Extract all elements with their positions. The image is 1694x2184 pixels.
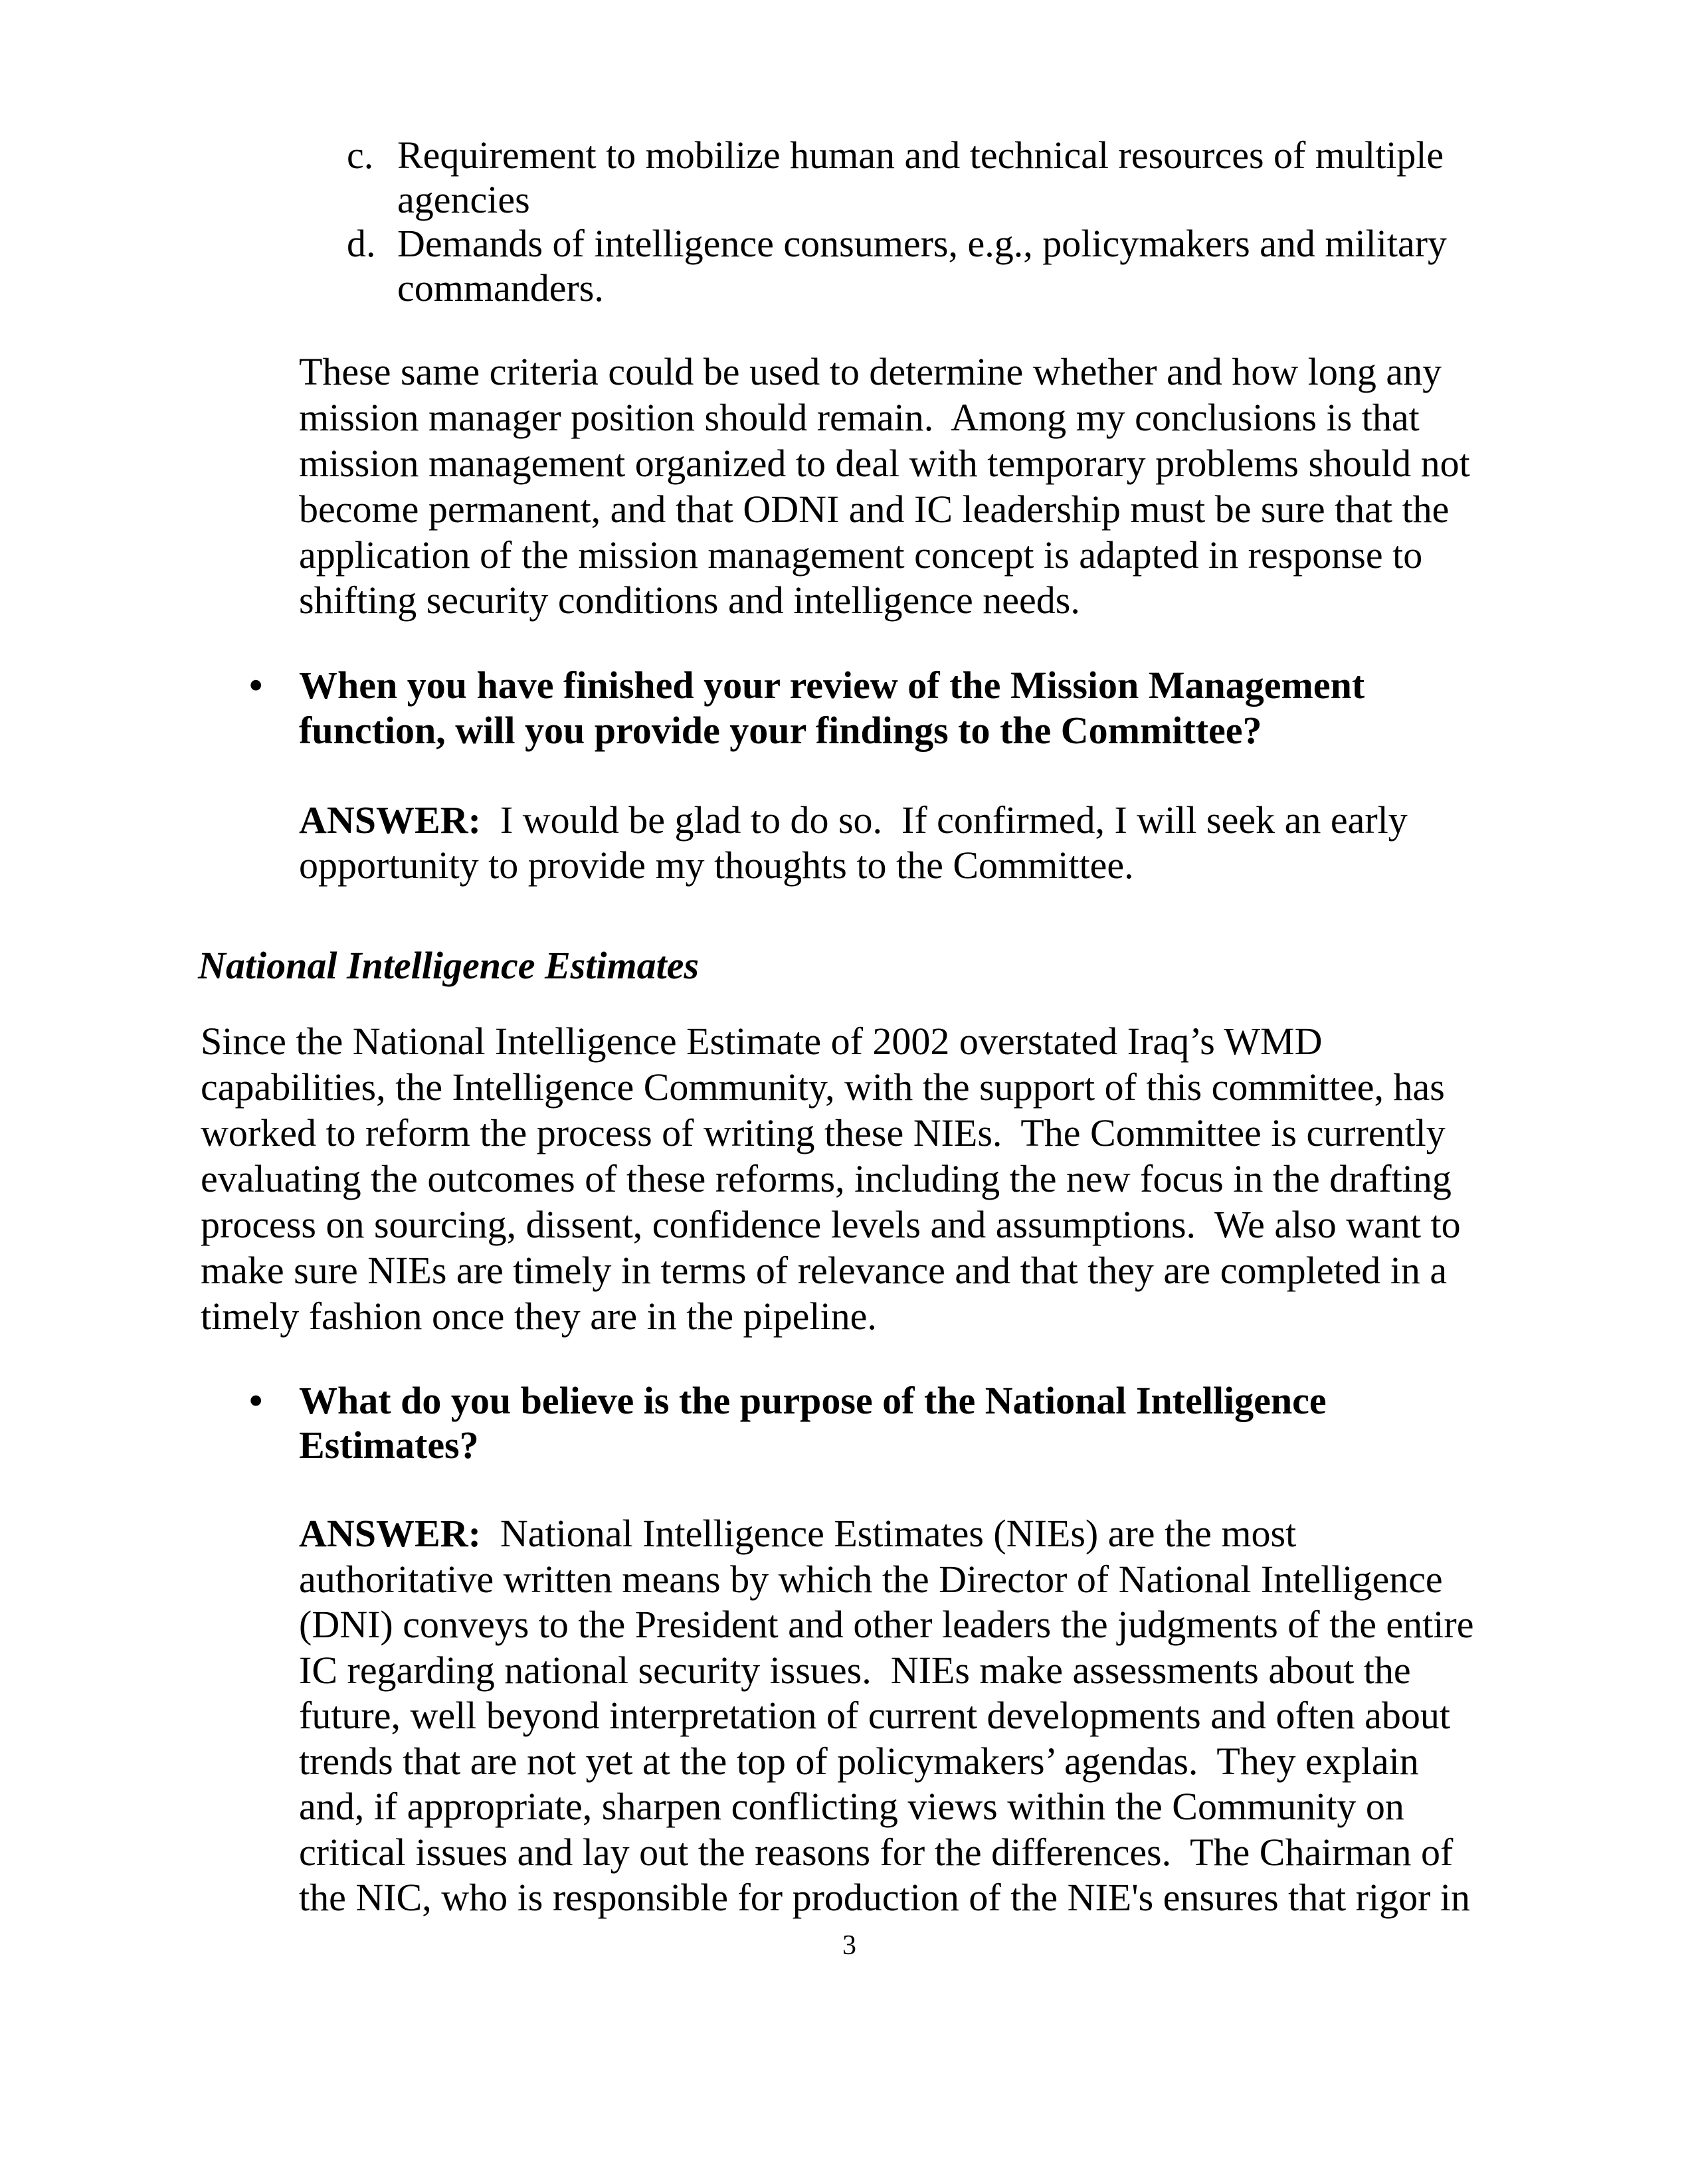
answer-label: ANSWER: xyxy=(299,1512,481,1556)
list-item-d-line-2: commanders. xyxy=(397,266,604,310)
text-line: worked to reform the process of writing these NIEs. The Committee is currently xyxy=(201,1111,1446,1155)
list-item-c-line-1: Requirement to mobilize human and technical resources of multiple xyxy=(397,134,1444,177)
answer-1-line-1 xyxy=(299,798,1408,842)
text-line: application of the mission management concept is adapted in response to xyxy=(299,533,1423,577)
text-line: future, well beyond interpretation of current developments and often about xyxy=(299,1694,1450,1738)
list-item-d-line-1: Demands of intelligence consumers, e.g., policymakers and military xyxy=(397,222,1448,266)
bullet-icon: • xyxy=(249,664,263,707)
section-heading: National Intelligence Estimates xyxy=(198,944,700,988)
list-marker-c: c. xyxy=(347,134,374,177)
question-1-line-2: function, will you provide your findings to the Committee? xyxy=(299,709,1262,753)
text-line: authoritative written means by which the Director of National Intelligence xyxy=(299,1557,1443,1601)
question-2-line-2: Estimates? xyxy=(299,1423,479,1467)
text-line: mission manager position should remain. Among my conclusions is that xyxy=(299,396,1420,440)
question-2-line-1: What do you believe is the purpose of the National Intelligence xyxy=(299,1379,1327,1423)
text-line: Since the National Intelligence Estimate of 2002 overstated Iraq’s WMD xyxy=(201,1020,1323,1063)
text-line: and, if appropriate, sharpen conflicting views within the Community on xyxy=(299,1785,1404,1829)
answer-label: ANSWER: xyxy=(299,798,481,842)
page-number: 3 xyxy=(842,1930,856,1961)
text-line: become permanent, and that ODNI and IC leadership must be sure that the xyxy=(299,487,1450,531)
text-line: These same criteria could be used to determine whether and how long any xyxy=(299,350,1442,394)
answer-2-line-1 xyxy=(299,1512,1297,1556)
text-line: timely fashion once they are in the pipeline. xyxy=(201,1295,877,1338)
text-line: IC regarding national security issues. NIEs make assessments about the xyxy=(299,1648,1411,1692)
bullet-icon: • xyxy=(249,1379,263,1423)
text-line: trends that are not yet at the top of policymakers’ agendas. They explain xyxy=(299,1739,1419,1783)
text-line: process on sourcing, dissent, confidence levels and assumptions. We also want to xyxy=(201,1203,1461,1247)
text-line: evaluating the outcomes of these reforms, including the new focus in the drafting xyxy=(201,1157,1452,1201)
text-line: mission management organized to deal with temporary problems should not xyxy=(299,441,1470,485)
question-1-line-1: When you have finished your review of the Mission Management xyxy=(299,664,1365,707)
text-line: the NIC, who is responsible for production of the NIE's ensures that rigor in xyxy=(299,1876,1470,1920)
text-line: capabilities, the Intelligence Community, with the support of this committee, has xyxy=(201,1065,1445,1109)
answer-2-text: National Intelligence Estimates (NIEs) are the most xyxy=(480,1512,1297,1556)
list-marker-d: d. xyxy=(347,222,376,266)
answer-1-line-2: opportunity to provide my thoughts to the Committee. xyxy=(299,844,1134,887)
text-line: (DNI) conveys to the President and other leaders the judgments of the entire xyxy=(299,1603,1474,1647)
list-item-c-line-2: agencies xyxy=(397,178,530,222)
text-line: critical issues and lay out the reasons for the differences. The Chairman of xyxy=(299,1830,1454,1874)
text-line: shifting security conditions and intelligence needs. xyxy=(299,579,1080,622)
text-line: make sure NIEs are timely in terms of relevance and that they are completed in a xyxy=(201,1249,1448,1293)
answer-1-text: I would be glad to do so. If confirmed, I will seek an early xyxy=(480,798,1408,842)
